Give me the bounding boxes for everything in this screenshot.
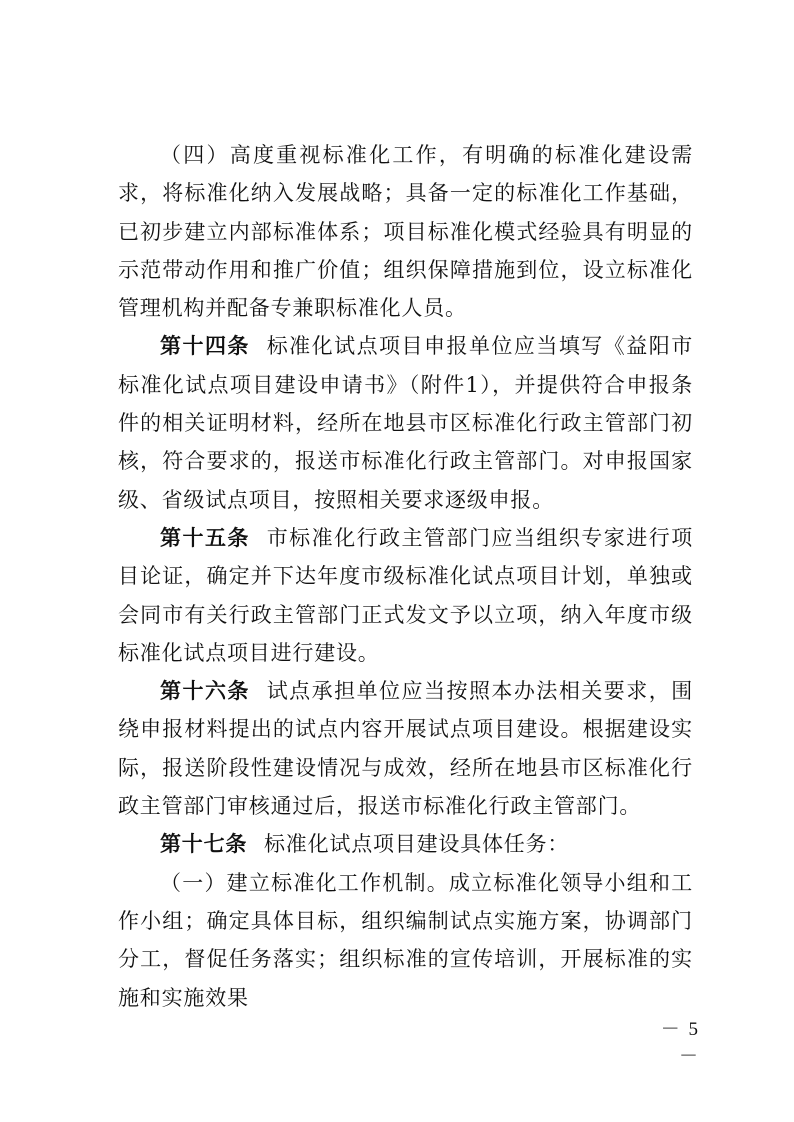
paragraph-text: 试点承担单位应当按照本办法相关要求，围绕申报材料提出的试点内容开展试点项目建设。根据建设实际，报送阶段性建设情况与成效，经所在地县市区标准化行政主管部门审核通过后，报送市标准化行政主管部门。: [118, 679, 693, 819]
paragraph-article-14: [118, 327, 693, 518]
paragraph-text: 标准化试点项目建设具体任务：: [264, 832, 570, 857]
paragraph-text: （四）高度重视标准化工作，有明确的标准化建设需求，将标准化纳入发展战略；具备一定的标准化工作基础，已初步建立内部标准体系；项目标准化模式经验具有明显的示范带动作用和推广价值；组织保障措施到位，设立标准化管理机构并配备专兼职标准化人员。: [118, 143, 693, 321]
article-number: 第十六条: [160, 679, 250, 704]
paragraph-clause-4: [118, 136, 693, 327]
paragraph-text: 标准化试点项目申报单位应当填写《益阳市标准化试点项目建设申请书》（附件1），并提供符合申报条件的相关证明材料，经所在地县市区标准化行政主管部门初核，符合要求的，报送市标准化行政主管部门。对申报国家级、省级试点项目，按照相关要求逐级申报。: [118, 334, 693, 512]
paragraph-text: 市标准化行政主管部门应当组织专家进行项目论证，确定并下达年度市级标准化试点项目计划，单独或会同市有关行政主管部门正式发文予以立项，纳入年度市级标准化试点项目进行建设。: [118, 525, 693, 665]
paragraph-article-15: [118, 519, 693, 672]
article-number: 第十五条: [160, 525, 250, 550]
paragraph-article-17: [118, 825, 693, 863]
article-number: 第十四条: [160, 334, 250, 359]
paragraph-clause-1: [118, 864, 693, 1017]
paragraph-article-16: [118, 672, 693, 825]
page-number: － 5 －: [660, 1019, 700, 1067]
paragraph-text: （一）建立标准化工作机制。成立标准化领导小组和工作小组；确定具体目标，组织编制试点实施方案，协调部门分工，督促任务落实；组织标准的宣传培训，开展标准的实施和实施效果: [118, 870, 693, 1010]
article-number: 第十七条: [160, 832, 248, 857]
document-body: [118, 136, 693, 1017]
